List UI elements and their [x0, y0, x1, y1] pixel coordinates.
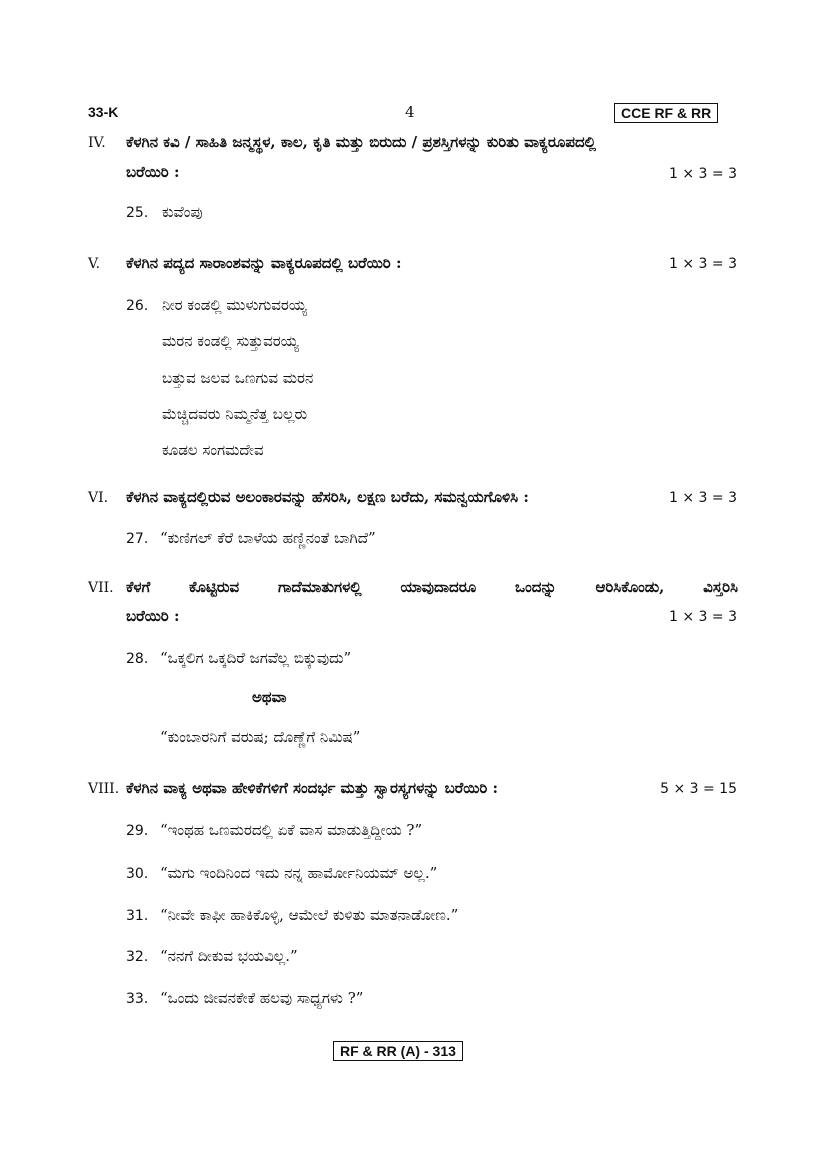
- section-instruction: ಕೆಳಗಿನ ವಾಕ್ಯ ಅಥವಾ ಹೇಳಿಕೆಗಳಿಗೆ ಸಂದರ್ಭ ಮತ್ತು ಸ್ವಾರಸ್ಯಗಳನ್ನು ಬರೆಯಿರಿ :: [126, 779, 499, 797]
- section-instruction: ಕೆಳಗಿನ ವಾಕ್ಯದಲ್ಲಿರುವ ಅಲಂಕಾರವನ್ನು ಹೆಸರಿಸಿ, ಲಕ್ಷಣ ಬರೆದು, ಸಮನ್ವಯಗೊಳಿಸಿ :: [126, 488, 529, 506]
- poem-line: ನೀರ ಕಂಡಲ್ಲಿ ಮುಳುಗುವರಯ್ಯ: [162, 296, 307, 314]
- question-number: 27.: [126, 531, 149, 547]
- question-number: 28.: [126, 651, 149, 667]
- poem-line: ಬತ್ತುವ ಜಲವ ಒಣಗುವ ಮರನ: [162, 369, 314, 387]
- question-number: 25.: [126, 205, 149, 221]
- exam-code-box: CCE RF & RR: [614, 103, 718, 123]
- or-label: ಅಥವಾ: [252, 688, 287, 706]
- section-marks: 1 × 3 = 3: [669, 490, 737, 506]
- section-marks: 1 × 3 = 3: [669, 256, 737, 272]
- section-instruction: ಕೆಳಗಿನ ಪದ್ಯದ ಸಾರಾಂಶವನ್ನು ವಾಕ್ಯರೂಪದಲ್ಲಿ ಬರೆಯಿರಿ :: [126, 254, 402, 272]
- section-numeral: IV.: [88, 135, 106, 151]
- question-text: ಕುವೆಂಪು: [162, 203, 203, 221]
- section-numeral: VI.: [88, 490, 109, 506]
- section-instruction-cont: ಬರೆಯಿರಿ :: [126, 607, 180, 625]
- poem-line: ಮರನ ಕಂಡಲ್ಲಿ ಸುತ್ತುವರಯ್ಯ: [162, 332, 299, 350]
- section-numeral: V.: [88, 256, 101, 272]
- question-text: “ಕುಣಿಗಲ್ ಕೆರೆ ಬಾಳೆಯ ಹಣ್ಣಿನಂತೆ ಬಾಗಿದೆ”: [160, 529, 376, 547]
- proverb-option: “ಒಕ್ಕಲಿಗ ಒಕ್ಕದಿರೆ ಜಗವೆಲ್ಲ ಬಿಕ್ಕುವುದು”: [160, 649, 352, 667]
- section-numeral: VIII.: [88, 781, 120, 797]
- section-numeral: VII.: [88, 580, 114, 596]
- section-marks: 1 × 3 = 3: [669, 609, 737, 625]
- question-number: 32.: [126, 949, 149, 965]
- page-number: 4: [405, 103, 415, 121]
- section-instruction: ಕೆಳಗಿನ ಕವಿ / ಸಾಹಿತಿ ಜನ್ಮಸ್ಥಳ, ಕಾಲ, ಕೃತಿ ಮತ್ತು ಬಿರುದು / ಪ್ರಶಸ್ತಿಗಳನ್ನು ಕುರಿತು ವಾಕ್ಯರೂಪದಲ್ಲಿ: [126, 133, 597, 151]
- question-number: 30.: [126, 866, 149, 882]
- section-instruction: ಕೆಳಗೆ ಕೊಟ್ಟಿರುವ ಗಾದೆಮಾತುಗಳಲ್ಲಿ ಯಾವುದಾದರೂ ಒಂದನ್ನು ಆರಿಸಿಕೊಂಡು, ವಿಸ್ತರಿಸಿ: [126, 578, 738, 596]
- proverb-option: “ಕುಂಬಾರನಿಗೆ ವರುಷ; ದೊಣ್ಣೆಗೆ ನಿಮಿಷ”: [160, 728, 361, 746]
- question-number: 33.: [126, 991, 149, 1007]
- question-text: “ಇಂಥಹ ಒಣಮರದಲ್ಲಿ ಏಕೆ ವಾಸ ಮಾಡುತ್ತಿದ್ದೀಯ ?”: [160, 821, 423, 839]
- section-instruction-cont: ಬರೆಯಿರಿ :: [126, 163, 180, 181]
- question-number: 31.: [126, 908, 149, 924]
- paper-code: 33-K: [88, 104, 119, 120]
- question-number: 29.: [126, 823, 149, 839]
- section-marks: 5 × 3 = 15: [660, 781, 737, 797]
- question-text: “ಒಂದು ಜೀವನಕೇಕೆ ಹಲವು ಸಾಧ್ಯಗಳು ?”: [160, 989, 364, 1007]
- poem-line: ಮೆಚ್ಚಿದವರು ನಿಮ್ಮನೆತ್ತ ಬಲ್ಲರು: [162, 405, 308, 423]
- footer-code-box: RF & RR (A) - 313: [333, 1041, 463, 1061]
- poem-line: ಕೂಡಲ ಸಂಗಮದೇವ: [162, 441, 264, 459]
- question-text: “ನನಗೆ ದೀಕುವ ಭಯವಿಲ್ಲ.”: [160, 947, 298, 965]
- question-number: 26.: [126, 298, 149, 314]
- question-text: “ನೀವೇ ಕಾಫೀ ಹಾಕಿಕೊಳ್ಳಿ, ಆಮೇಲೆ ಕುಳಿತು ಮಾತನಾಡೋಣ.”: [160, 906, 459, 924]
- section-marks: 1 × 3 = 3: [669, 166, 737, 182]
- question-text: “ಮಗು ಇಂದಿನಿಂದ ಇದು ನನ್ನ ಹಾರ್ಮೋನಿಯಮ್ ಅಲ್ಲ.”: [160, 864, 438, 882]
